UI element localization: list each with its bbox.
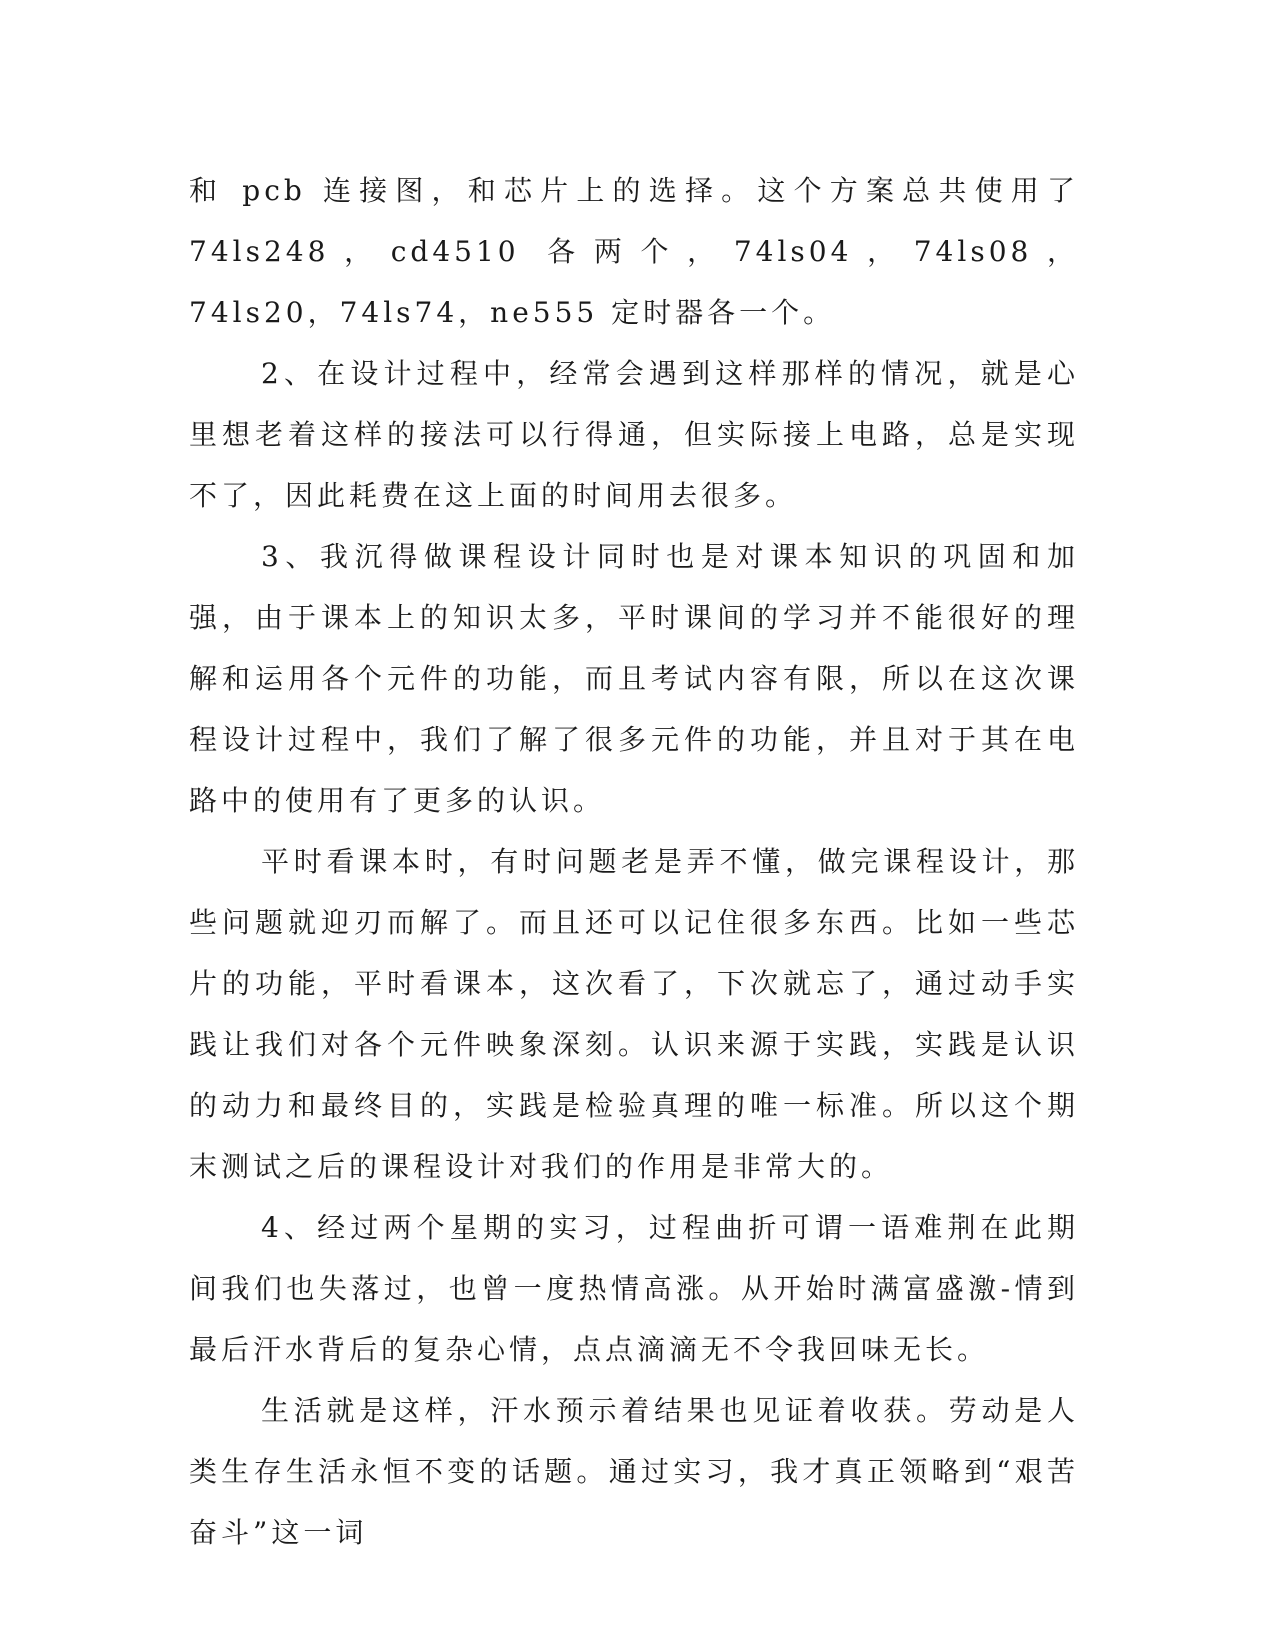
paragraph-practice-understanding: 平时看课本时，有时问题老是弄不懂，做完课程设计，那些问题就迎刃而解了。而且还可以记住很多东西。比如一些芯片的功能，平时看课本，这次看了，下次就忘了，通过动手实践让我们对各个元件映象深刻。认识来源于实践，实践是认识的动力和最终目的，实践是检验真理的唯一标准。所以这个期末测试之后的课程设计对我们的作用是非常大的。 <box>189 845 1079 1183</box>
paragraph-design-difficulty: 2、在设计过程中，经常会遇到这样那样的情况，就是心里想老着这样的接法可以行得通，但实际接上电路，总是实现不了，因此耗费在这上面的时间用去很多。 <box>189 357 1079 512</box>
document-body <box>189 160 1079 1563</box>
paragraph-internship-experience: 4、经过两个星期的实习，过程曲折可谓一语难荆在此期间我们也失落过，也曾一度热情高涨。从开始时满富盛激-情到最后汗水背后的复杂心情，点点滴滴无不令我回味无长。 <box>189 1211 1079 1366</box>
paragraph-life-reflection: 生活就是这样，汗水预示着结果也见证着收获。劳动是人类生存生活永恒不变的话题。通过实习，我才真正领略到“艰苦奋斗”这一词 <box>189 1394 1079 1549</box>
paragraph-knowledge-consolidation: 3、我沉得做课程设计同时也是对课本知识的巩固和加强，由于课本上的知识太多，平时课间的学习并不能很好的理解和运用各个元件的功能，而且考试内容有限，所以在这次课程设计过程中，我们了解了很多元件的功能，并且对于其在电路中的使用有了更多的认识。 <box>189 540 1079 817</box>
paragraph-chip-list: 和 pcb 连接图，和芯片上的选择。这个方案总共使用了 74ls248，cd4510 各两个，74ls04，74ls08，74ls20，74ls74，ne555 定时器各一个。 <box>189 174 1079 329</box>
